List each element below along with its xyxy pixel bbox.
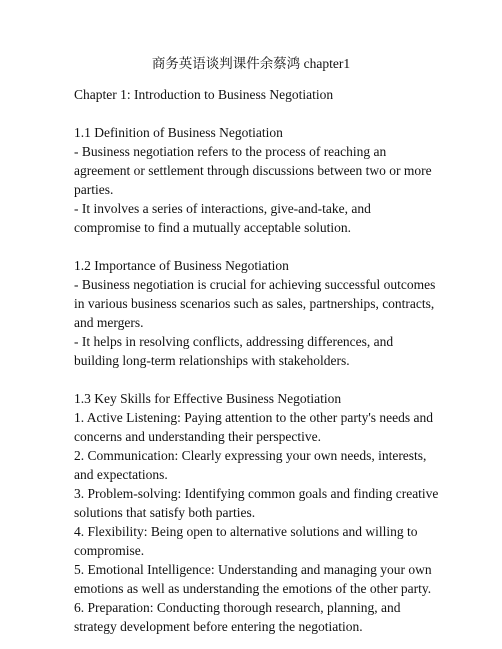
body-line: concerns and understanding their perspective.	[74, 429, 322, 444]
body-line: - Business negotiation is crucial for achieving successful outcomes	[74, 277, 436, 292]
body-line: in various business scenarios such as sales, partnerships, contracts,	[74, 296, 435, 311]
body-line: strategy development before entering the negotiation.	[74, 619, 363, 634]
body-line: building long-term relationships with stakeholders.	[74, 353, 350, 368]
body-line: 3. Problem-solving: Identifying common goals and finding creative	[74, 486, 439, 501]
body-line: compromise.	[74, 543, 145, 558]
document-body	[74, 85, 439, 636]
blank-line	[74, 104, 430, 123]
chapter-heading: Chapter 1: Introduction to Business Negotiation	[74, 87, 334, 102]
section-heading: 1.1 Definition of Business Negotiation	[74, 125, 283, 140]
body-line: agreement or settlement through discussions between two or more	[74, 163, 432, 178]
body-line: 2. Communication: Clearly expressing your own needs, interests,	[74, 448, 427, 463]
body-line: - It involves a series of interactions, give-and-take, and	[74, 201, 371, 216]
section-heading: 1.2 Importance of Business Negotiation	[74, 258, 289, 273]
section-heading: 1.3 Key Skills for Effective Business Negotiation	[74, 391, 342, 406]
body-line: compromise to find a mutually acceptable solution.	[74, 220, 352, 235]
blank-line	[74, 370, 430, 389]
body-line: 1. Active Listening: Paying attention to the other party's needs and	[74, 410, 433, 425]
body-line: - Business negotiation refers to the process of reaching an	[74, 144, 387, 159]
body-line: 4. Flexibility: Being open to alternative solutions and willing to	[74, 524, 418, 539]
body-line: emotions as well as understanding the emotions of the other party.	[74, 581, 432, 596]
body-line: - It helps in resolving conflicts, addressing differences, and	[74, 334, 394, 349]
body-line: 5. Emotional Intelligence: Understanding and managing your own	[74, 562, 432, 577]
body-line: and expectations.	[74, 467, 168, 482]
body-line: and mergers.	[74, 315, 144, 330]
document-title: 商务英语谈判课件余蔡鸿 chapter1	[151, 56, 351, 71]
blank-line	[74, 237, 430, 256]
body-line: 6. Preparation: Conducting thorough research, planning, and	[74, 600, 401, 615]
body-line: parties.	[74, 182, 114, 197]
body-line: solutions that satisfy both parties.	[74, 505, 256, 520]
